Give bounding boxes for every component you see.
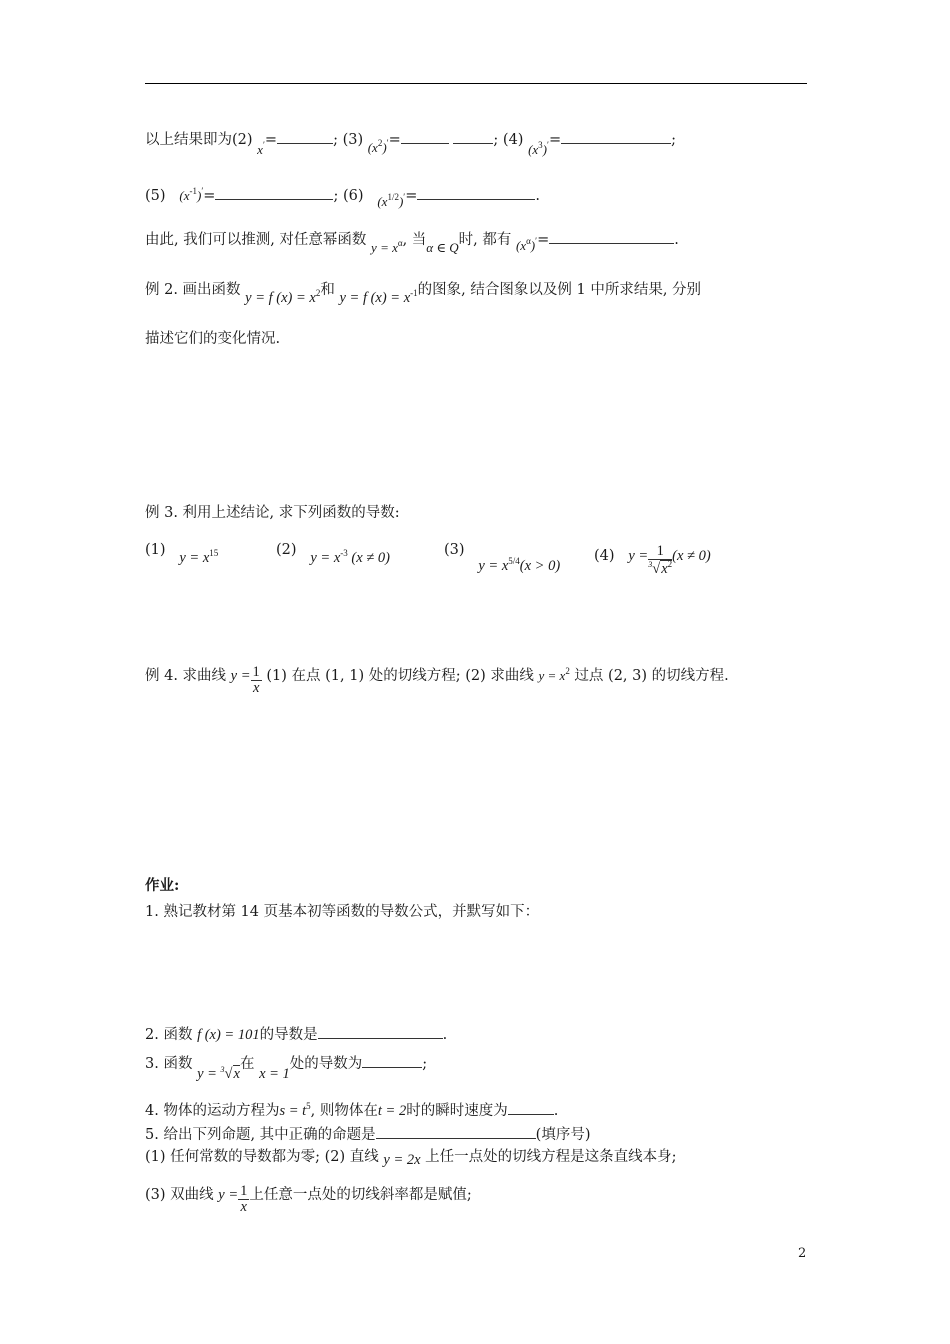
math-f101: f (x) = 101	[197, 1027, 260, 1043]
math-cbrt-x: y = $^3$√x	[197, 1065, 240, 1082]
example-2-and: 和	[320, 282, 335, 298]
result-line-2	[145, 186, 541, 209]
ex3-item-2-label: (2)	[276, 542, 297, 558]
blank-4	[561, 131, 671, 144]
conjecture-text-c: 时, 都有	[458, 232, 512, 248]
example-4-line	[145, 661, 729, 697]
math-x: x′	[257, 140, 265, 157]
example-3-item-3	[444, 540, 561, 574]
math-x15: $y = x^{15}$	[179, 548, 219, 566]
homework-q5	[145, 1123, 591, 1144]
homework-q1	[145, 900, 539, 921]
ex3-item-1-label: (1)	[145, 542, 166, 558]
header-rule	[145, 83, 807, 84]
math-x2: $(x^2)'$	[367, 138, 389, 155]
conjecture-line	[145, 228, 679, 255]
example-3-text: 例 3. 利用上述结论, 求下列函数的导数:	[145, 505, 400, 521]
homework-q3: 3. 函数 y = $^3$√x在 x = 1处的导数为 ;	[145, 1056, 428, 1082]
homework-q3-a: 3. 函数	[145, 1056, 193, 1072]
label-2: (2)	[232, 132, 253, 148]
equals: =	[264, 132, 278, 148]
ex3-item-4-label: (4)	[594, 548, 615, 565]
equals: =	[548, 132, 562, 148]
equals: =	[203, 188, 216, 204]
sep: ;	[493, 132, 499, 148]
homework-title	[145, 874, 179, 895]
label-6: (6)	[342, 188, 364, 204]
conjecture-text-b: , 当	[402, 232, 427, 248]
example-3-title	[145, 501, 400, 522]
sep: ;	[333, 188, 339, 204]
blank-q4	[508, 1102, 554, 1115]
homework-q2: 2. 函数 f (x) = 101的导数是 .	[145, 1027, 448, 1043]
equals: =	[405, 188, 418, 204]
math-xhalf: $(x^{1/2})'$	[377, 192, 406, 209]
math-f-x2: y = f $(x) = x^2$	[245, 288, 321, 306]
math-y-x2: $y = x^2$	[538, 666, 570, 684]
equals: =	[537, 232, 550, 248]
label-3: (3)	[342, 132, 364, 148]
label-4: (4)	[502, 132, 524, 148]
blank-q5	[376, 1126, 536, 1139]
example-4-text-b: (1) 在点 (1, 1) 处的切线方程; (2) 求曲线	[266, 668, 534, 685]
conjecture-text-a: 由此, 我们可以推测, 对任意幂函数	[145, 232, 367, 248]
blank-q2	[318, 1026, 443, 1039]
math-cbrt: y = $\frac{1}{^3√x^2}$ (x ≠ 0)	[628, 543, 711, 578]
math-y-2x: y = 2x	[383, 1152, 421, 1168]
homework-q3-c: 处的导数为	[289, 1056, 363, 1072]
homework-q5-b: (填序号)	[535, 1127, 591, 1143]
blank-2	[277, 131, 333, 144]
result-line-1	[145, 128, 677, 157]
example-3-item-4	[594, 540, 711, 578]
blank-3a	[401, 131, 449, 144]
homework-q4-a: 4. 物体的运动方程为	[145, 1103, 280, 1119]
math-xalpha: $(x^\alpha)'$	[515, 236, 538, 253]
blank-alpha	[549, 231, 674, 244]
homework-q5-line2	[145, 1180, 472, 1216]
period: .	[535, 188, 541, 204]
blank-q3	[362, 1055, 422, 1068]
homework-q5-text: 5. 给出下列命题, 其中正确的命题是	[145, 1127, 376, 1143]
homework-q2-a: 2. 函数	[145, 1027, 193, 1043]
example-4-text-a: 例 4. 求曲线	[145, 668, 227, 685]
blank-3b	[453, 131, 493, 144]
math-f-xm1: y = f $(x) = x^{-1}$	[339, 288, 418, 306]
math-xm3: $y = x^{-3}$ (x ≠ 0)	[310, 548, 390, 566]
blank-5	[215, 187, 333, 200]
homework-q4-c: 时的瞬时速度为	[406, 1103, 508, 1119]
example-2-line-1	[145, 278, 702, 306]
example-3-items	[145, 540, 219, 566]
homework-q4-b: , 则物体在	[310, 1103, 378, 1119]
equals: =	[388, 132, 401, 148]
math-s-t5: $s = t^5$	[279, 1101, 311, 1119]
page-number: 2	[798, 1246, 807, 1261]
ex3-item-3-label: (3)	[444, 542, 465, 558]
homework-q5-3b: 上任意一点处的切线斜率都是赋值;	[249, 1187, 472, 1204]
homework-q4: 4. 物体的运动方程为$s = t^5$, 则物体在t = 2时的瞬时速度为 .	[145, 1101, 559, 1119]
example-2-text-c: 描述它们的变化情况.	[145, 331, 281, 347]
math-t-eq-2: t = 2	[377, 1103, 407, 1119]
homework-q5-3a: (3) 双曲线	[145, 1187, 214, 1204]
math-xm1: $(x^{-1})'$	[179, 186, 204, 203]
math-alpha-in-q: α ∈ Q	[426, 240, 459, 255]
homework-q2-b: 的导数是	[259, 1027, 318, 1043]
blank-6	[417, 187, 535, 200]
example-2-text-b: 的图象, 结合图象以及例 1 中所求结果, 分别	[417, 282, 702, 298]
homework-q5-1b: 上任一点处的切线方程是这条直线本身;	[425, 1149, 677, 1165]
math-x-eq-1: x = 1	[259, 1066, 290, 1082]
math-x54: $y = x^{5/4}(x > 0)$	[478, 556, 561, 574]
homework-q5-1a: (1) 任何常数的导数都为零; (2) 直线	[145, 1149, 379, 1165]
math-hyperbola: y = $\frac{1}{x}$	[218, 1183, 248, 1216]
label-5: (5)	[145, 188, 166, 204]
math-power-func: $y = x^\alpha$	[371, 238, 403, 255]
homework-title-text: 作业:	[145, 877, 180, 894]
result-lead: 以上结果即为	[145, 132, 232, 148]
sep: ;	[333, 132, 338, 148]
math-x3: $(x^3)'$	[528, 140, 549, 157]
example-4-text-c: 过点 (2, 3) 的切线方程.	[574, 668, 729, 685]
example-2-line-2	[145, 327, 280, 348]
math-1-over-x: y = $\frac{1}{x}$	[230, 664, 260, 697]
example-3-item-2	[276, 540, 390, 566]
sep: ;	[671, 132, 677, 148]
example-2-text-a: 例 2. 画出函数	[145, 282, 241, 298]
homework-q5-line1	[145, 1145, 677, 1166]
period: .	[674, 232, 679, 248]
homework-q3-b: 在	[239, 1056, 255, 1072]
homework-q1-text: 1. 熟记教材第 14 页基本初等函数的导数公式，并默写如下：	[145, 904, 540, 920]
